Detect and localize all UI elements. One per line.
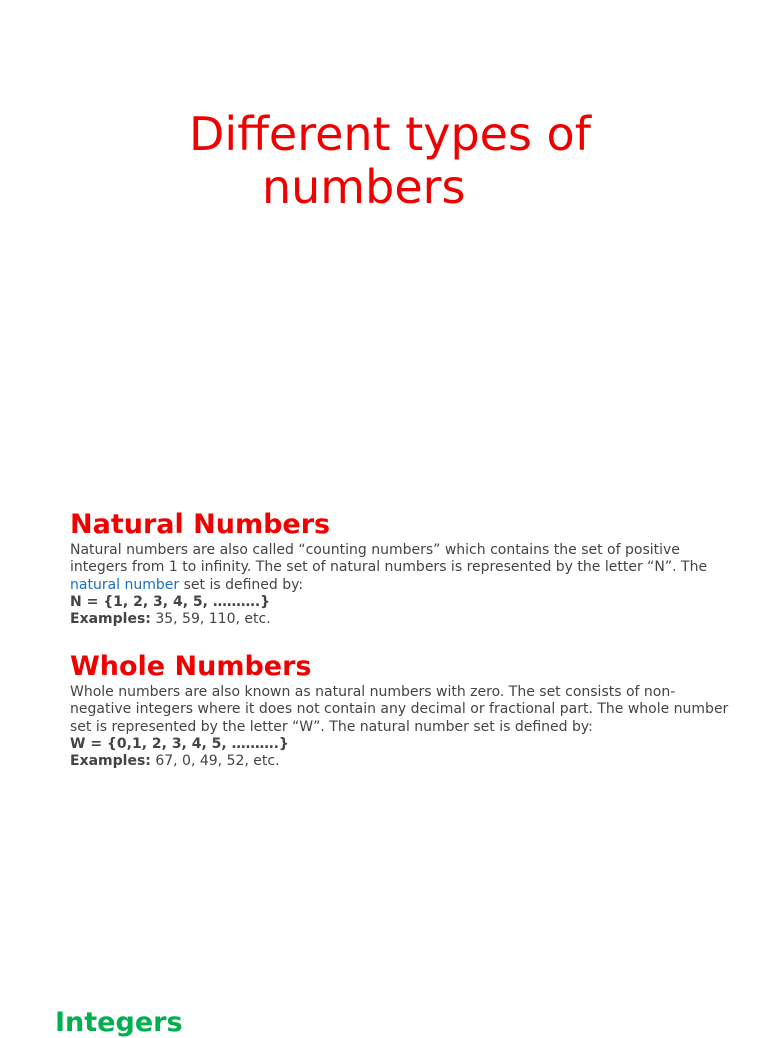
slide-title-line-2: numbers [262, 160, 466, 214]
natural-examples-label: Examples: [70, 611, 151, 628]
natural-numbers-set-definition: N = {1, 2, 3, 4, 5, ……….} [70, 593, 271, 610]
slide-title-line-1: Different types of [189, 107, 591, 161]
whole-numbers-text: Whole numbers are also known as natural numbers with zero. The set consists of non-negative integers where it does not contain any decimal or fractional part. The whole number set is represented by the letter “W”. The natural number set is defined by: [70, 684, 729, 735]
natural-numbers-description [70, 542, 730, 628]
slide-title [0, 108, 768, 214]
natural-numbers-text: Natural numbers are also called “counting numbers” which contains the set of positive integers from 1 to infinity. The set of natural numbers is represented by the letter “N”. The [70, 542, 708, 576]
natural-examples-value: 35, 59, 110, etc. [150, 611, 271, 628]
integers-heading: Integers [55, 1007, 183, 1038]
natural-number-link[interactable]: natural number [70, 576, 180, 593]
natural-numbers-heading: Natural Numbers [70, 509, 331, 540]
whole-examples-label: Examples: [70, 753, 151, 770]
whole-numbers-set-definition: W = {0,1, 2, 3, 4, 5, ……….} [70, 735, 289, 752]
natural-numbers-section [70, 510, 730, 628]
whole-examples-value: 67, 0, 49, 52, etc. [150, 753, 280, 770]
whole-numbers-heading: Whole Numbers [70, 651, 312, 682]
whole-numbers-section [70, 652, 730, 770]
natural-numbers-text-end: set is defined by: [179, 576, 304, 593]
whole-numbers-description [70, 684, 730, 770]
